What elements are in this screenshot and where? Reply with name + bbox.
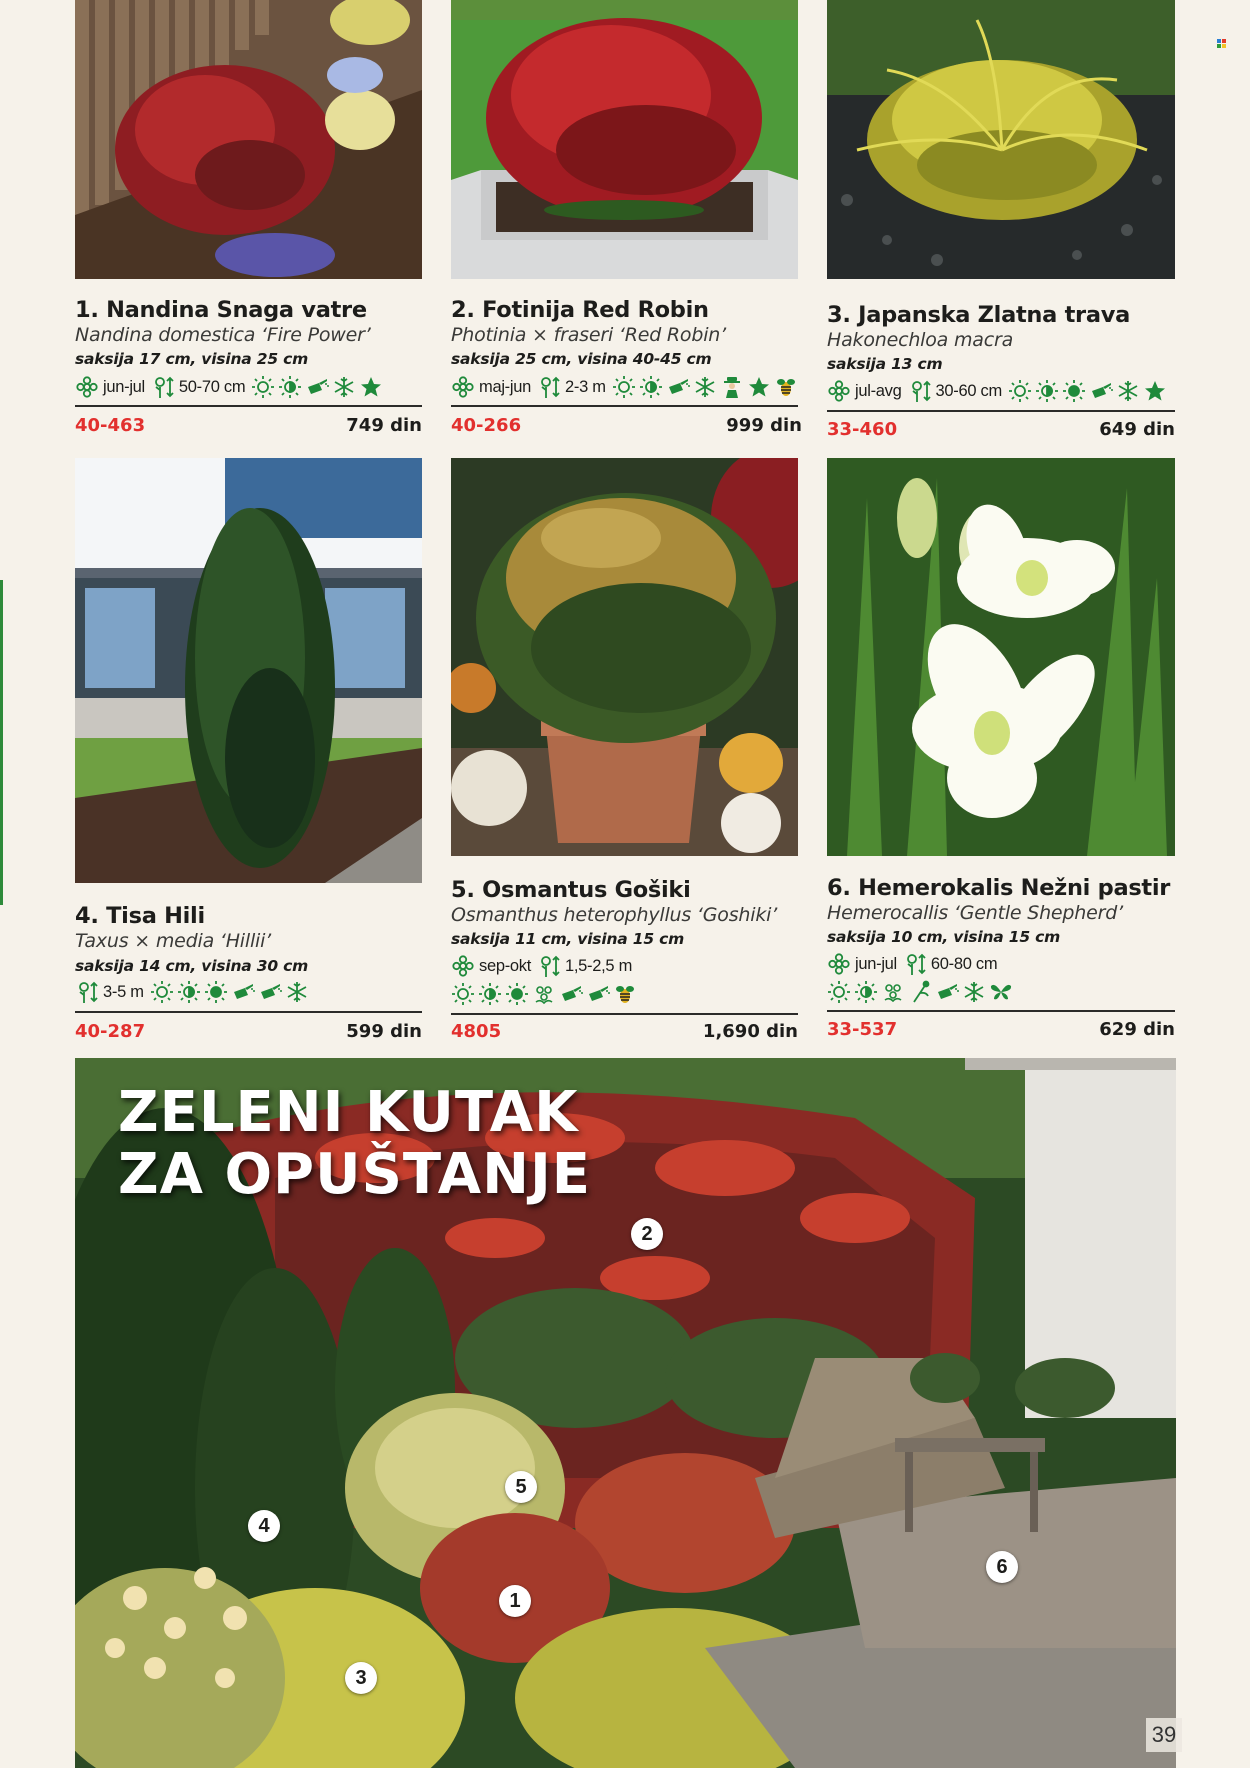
- product-pot-size: saksija 25 cm, visina 40-45 cm: [451, 350, 712, 368]
- star-icon: [1143, 379, 1167, 403]
- cut-flower-icon: [908, 980, 932, 1004]
- plant-height: 2-3 m: [565, 377, 606, 396]
- sun-icon: [827, 980, 851, 1004]
- product-title: 3. Japanska Zlatna trava: [827, 302, 1130, 328]
- height-icon: [537, 954, 561, 978]
- divider: [451, 405, 798, 407]
- half-sun-icon: [1035, 379, 1059, 403]
- plant-height: 3-5 m: [103, 982, 144, 1001]
- divider: [827, 1010, 1175, 1012]
- product-icon-row-2: [451, 981, 637, 1007]
- shade-icon: [1062, 379, 1086, 403]
- divider: [75, 1011, 422, 1013]
- plant-height: 50-70 cm: [178, 377, 246, 396]
- plant-marker[interactable]: 6: [986, 1551, 1018, 1583]
- bee-icon: [774, 375, 798, 399]
- flower-icon: [827, 379, 851, 403]
- product-title: 2. Fotinija Red Robin: [451, 297, 709, 323]
- product-photo-nandina[interactable]: [75, 0, 422, 279]
- flower-icon: [451, 375, 475, 399]
- product-photo-osmanthus[interactable]: [451, 458, 798, 856]
- bloom-period: jun-jul: [103, 377, 145, 396]
- bloom-period: jul-avg: [855, 381, 902, 400]
- product-pot-size: saksija 17 cm, visina 25 cm: [75, 350, 309, 368]
- half-sun-icon: [639, 375, 663, 399]
- half-sun-icon: [478, 982, 502, 1006]
- product-latin-name: Taxus × media ‘Hillii’: [75, 930, 272, 952]
- sun-icon: [1008, 379, 1032, 403]
- product-code: 33-537: [827, 1019, 898, 1040]
- product-latin-name: Osmanthus heterophyllus ‘Goshiki’: [451, 904, 778, 926]
- shade-icon: [204, 980, 228, 1004]
- shade-icon: [505, 982, 529, 1006]
- frost-icon: [962, 980, 986, 1004]
- half-sun-icon: [854, 980, 878, 1004]
- plant-marker[interactable]: 3: [345, 1662, 377, 1694]
- plant-height: 60-80 cm: [930, 954, 998, 973]
- product-code: 40-266: [451, 415, 522, 436]
- product-icon-row: [75, 979, 309, 1005]
- plant-height: 30-60 cm: [935, 381, 1002, 400]
- plant-marker[interactable]: 1: [499, 1585, 531, 1617]
- height-icon: [537, 375, 561, 399]
- bloom-period: jun-jul: [855, 954, 897, 973]
- watering-can-icon: [935, 980, 959, 1004]
- fragrance-icon: [881, 980, 905, 1004]
- plant-height: 1,5-2,5 m: [565, 956, 633, 975]
- height-icon: [75, 980, 99, 1004]
- product-pot-size: saksija 13 cm: [827, 355, 943, 373]
- product-price: 749 din: [346, 415, 422, 436]
- plant-marker[interactable]: 5: [505, 1471, 537, 1503]
- product-icon-row: [451, 374, 798, 400]
- divider: [451, 1013, 798, 1015]
- product-icon-row: [451, 953, 635, 979]
- product-code: 33-460: [827, 419, 898, 440]
- height-icon: [908, 379, 932, 403]
- bloom-period: maj-jun: [479, 377, 532, 396]
- page-number: 39: [1146, 1718, 1182, 1752]
- watering-can-icon: [559, 982, 583, 1006]
- sun-icon: [251, 375, 275, 399]
- product-photo-hakonechloa[interactable]: [827, 0, 1175, 279]
- product-latin-name: Photinia × fraseri ‘Red Robin’: [451, 324, 726, 346]
- product-title: 4. Tisa Hili: [75, 903, 205, 929]
- half-sun-icon: [278, 375, 302, 399]
- product-price: 629 din: [1099, 1019, 1175, 1040]
- product-latin-name: Nandina domestica ‘Fire Power’: [75, 324, 371, 346]
- divider: [827, 410, 1175, 412]
- product-pot-size: saksija 14 cm, visina 30 cm: [75, 957, 309, 975]
- product-icon-row: [827, 951, 1000, 977]
- frost-icon: [1116, 379, 1140, 403]
- product-latin-name: Hakonechloa macra: [827, 329, 1014, 351]
- product-icon-row-2: [827, 979, 1013, 1005]
- watering-can-icon: [666, 375, 690, 399]
- product-pot-size: saksija 10 cm, visina 15 cm: [827, 928, 1061, 946]
- bee-icon: [613, 982, 637, 1006]
- product-price: 999 din: [726, 415, 802, 436]
- bloom-period: sep-okt: [479, 956, 532, 975]
- frost-icon: [285, 980, 309, 1004]
- plant-marker[interactable]: 2: [631, 1218, 663, 1250]
- flower-icon: [451, 954, 475, 978]
- product-code: 4805: [451, 1021, 502, 1042]
- height-icon: [903, 952, 927, 976]
- watering-can-icon: [1089, 379, 1113, 403]
- product-pot-size: saksija 11 cm, visina 15 cm: [451, 930, 685, 948]
- product-icon-row: [75, 374, 383, 400]
- fragrance-icon: [532, 982, 556, 1006]
- half-sun-icon: [177, 980, 201, 1004]
- product-latin-name: Hemerocallis ‘Gentle Shepherd’: [827, 902, 1123, 924]
- flower-icon: [827, 952, 851, 976]
- plant-marker[interactable]: 4: [248, 1510, 280, 1542]
- divider: [75, 405, 422, 407]
- product-photo-taxus[interactable]: [75, 458, 422, 883]
- product-icon-row: [827, 378, 1167, 404]
- product-title: 1. Nandina Snaga vatre: [75, 297, 367, 323]
- gardener-icon: [720, 375, 744, 399]
- product-photo-hemerocallis[interactable]: [827, 458, 1175, 856]
- product-title: 5. Osmantus Gošiki: [451, 877, 691, 903]
- star-icon: [359, 375, 383, 399]
- product-code: 40-287: [75, 1021, 146, 1042]
- hero-title-line2: ZA OPUŠTANJE: [118, 1142, 592, 1207]
- hero-title-line1: ZELENI KUTAK: [118, 1080, 579, 1145]
- butterfly-icon: [989, 980, 1013, 1004]
- watering-can-icon: [586, 982, 610, 1006]
- product-title: 6. Hemerokalis Nežni pastir: [827, 875, 1171, 901]
- product-price: 649 din: [1099, 419, 1175, 440]
- flower-icon: [75, 375, 99, 399]
- watering-can-icon: [231, 980, 255, 1004]
- watering-can-icon: [305, 375, 329, 399]
- sun-icon: [612, 375, 636, 399]
- side-accent-bar: [0, 580, 3, 905]
- product-price: 1,690 din: [702, 1021, 798, 1042]
- star-icon: [747, 375, 771, 399]
- height-icon: [151, 375, 175, 399]
- frost-icon: [332, 375, 356, 399]
- product-photo-photinia[interactable]: [451, 0, 798, 279]
- product-code: 40-463: [75, 415, 146, 436]
- brand-logo-icon: [1217, 34, 1227, 44]
- sun-icon: [451, 982, 475, 1006]
- frost-icon: [693, 375, 717, 399]
- product-price: 599 din: [346, 1021, 422, 1042]
- hero-garden-photo: [75, 1058, 1176, 1768]
- sun-icon: [150, 980, 174, 1004]
- watering-can-icon: [258, 980, 282, 1004]
